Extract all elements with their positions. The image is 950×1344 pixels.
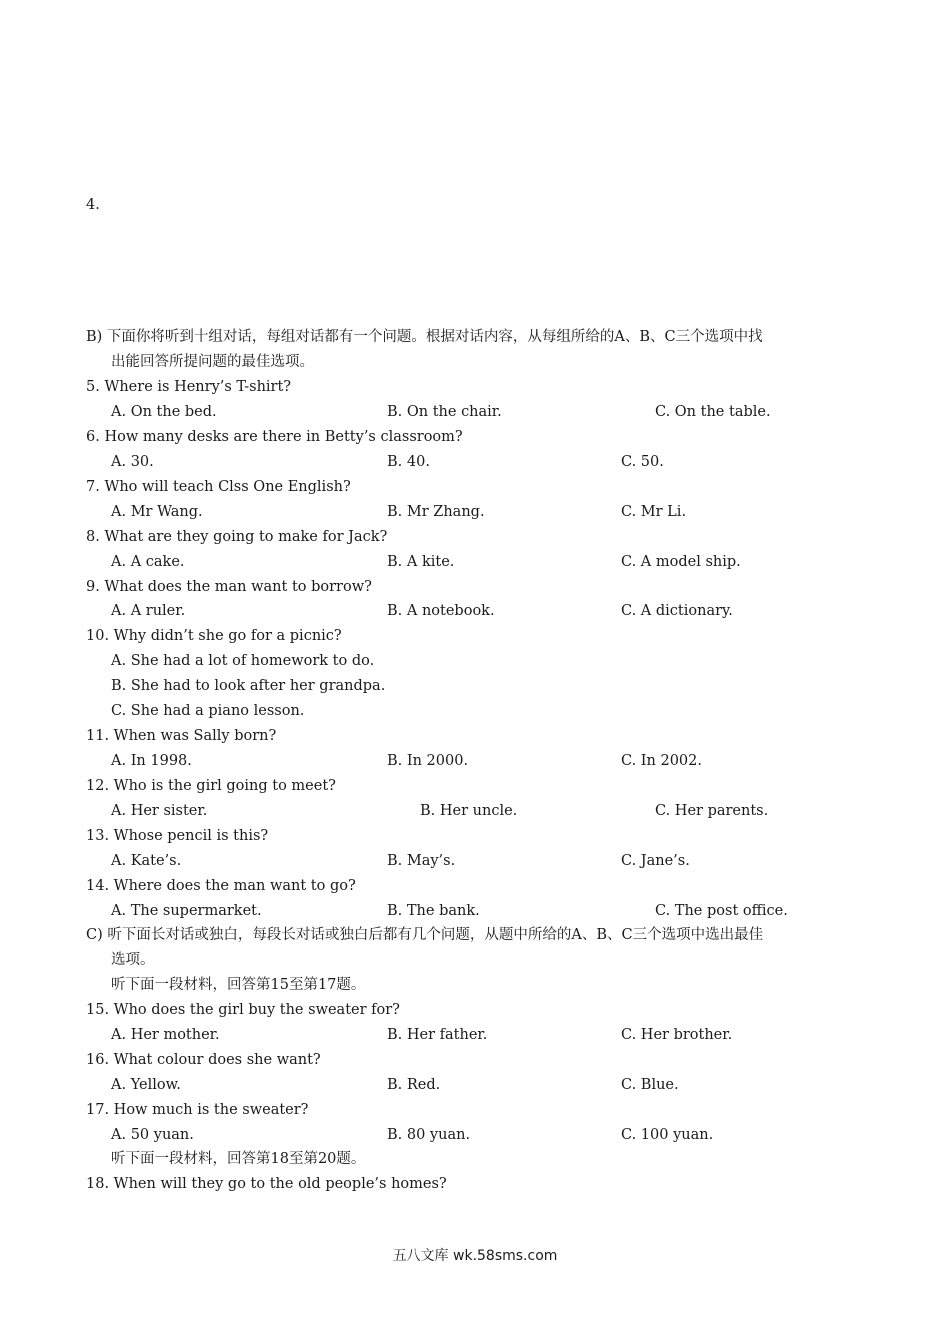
- item-number: 4.: [86, 197, 100, 213]
- option-a: A. A ruler.: [111, 603, 186, 619]
- option-c: C. 100 yuan.: [621, 1127, 714, 1143]
- option-a: A. In 1998.: [111, 753, 192, 769]
- question-7: 7. Who will teach Clss One English?: [86, 479, 351, 495]
- option-c: C. The post office.: [655, 903, 788, 919]
- question-13: 13. Whose pencil is this?: [86, 828, 269, 844]
- option-c: C. Her brother.: [621, 1027, 733, 1043]
- question-14: 14. Where does the man want to go?: [86, 878, 356, 894]
- option-b: B. Her uncle.: [420, 803, 518, 819]
- option-c: C. In 2002.: [621, 753, 702, 769]
- option-b: B. In 2000.: [387, 753, 469, 769]
- option-b: B. A notebook.: [387, 603, 495, 619]
- option-b: B. She had to look after her grandpa.: [111, 678, 386, 694]
- question-5: 5. Where is Henry’s T-shirt?: [86, 379, 292, 395]
- option-c: C. A model ship.: [621, 554, 741, 570]
- option-c: C. She had a piano lesson.: [111, 703, 305, 719]
- option-c: C. Her parents.: [655, 803, 769, 819]
- option-b: B. The bank.: [387, 903, 480, 919]
- option-a: A. Mr Wang.: [111, 504, 203, 520]
- option-b: B. On the chair.: [387, 404, 502, 420]
- footer-watermark: 五八文库 wk.58sms.com: [392, 1248, 558, 1264]
- option-b: B. May’s.: [387, 853, 456, 869]
- section-b-instruction-cont: 出能回答所提问题的最佳选项。: [111, 354, 314, 370]
- option-a: A. Her mother.: [111, 1027, 220, 1043]
- question-15: 15. Who does the girl buy the sweater for?: [86, 1002, 400, 1018]
- option-a: A. 30.: [111, 454, 154, 470]
- question-16: 16. What colour does she want?: [86, 1052, 321, 1068]
- option-a: A. On the bed.: [111, 404, 217, 420]
- option-c: C. A dictionary.: [621, 603, 733, 619]
- option-a: A. 50 yuan.: [111, 1127, 194, 1143]
- option-b: B. 80 yuan.: [387, 1127, 471, 1143]
- option-c: C. Blue.: [621, 1077, 679, 1093]
- option-c: C. Mr Li.: [621, 504, 687, 520]
- material-intro-1: 听下面一段材料，回答第15至第17题。: [111, 977, 366, 993]
- option-b: B. 40.: [387, 454, 430, 470]
- option-c: C. 50.: [621, 454, 664, 470]
- option-b: B. Her father.: [387, 1027, 488, 1043]
- option-c: C. Jane’s.: [621, 853, 690, 869]
- question-12: 12. Who is the girl going to meet?: [86, 778, 336, 794]
- section-b-instruction: B) 下面你将听到十组对话，每组对话都有一个问题。根据对话内容，从每组所给的A、B、C三个选项中找: [86, 329, 763, 345]
- question-6: 6. How many desks are there in Betty’s classroom?: [86, 429, 463, 445]
- question-9: 9. What does the man want to borrow?: [86, 579, 372, 595]
- material-intro-2: 听下面一段材料，回答第18至第20题。: [111, 1151, 366, 1167]
- section-c-instruction: C) 听下面长对话或独白，每段长对话或独白后都有几个问题，从题中所给的A、B、C三个选项中选出最佳: [86, 927, 764, 943]
- option-a: A. A cake.: [111, 554, 185, 570]
- question-10: 10. Why didn’t she go for a picnic?: [86, 628, 342, 644]
- option-a: A. Yellow.: [111, 1077, 181, 1093]
- option-b: B. Mr Zhang.: [387, 504, 485, 520]
- option-b: B. Red.: [387, 1077, 441, 1093]
- option-b: B. A kite.: [387, 554, 455, 570]
- option-a: A. Her sister.: [111, 803, 208, 819]
- question-17: 17. How much is the sweater?: [86, 1102, 309, 1118]
- option-c: C. On the table.: [655, 404, 771, 420]
- section-c-instruction-cont: 选项。: [111, 952, 155, 968]
- question-11: 11. When was Sally born?: [86, 728, 277, 744]
- option-a: A. Kate’s.: [111, 853, 182, 869]
- option-a: A. She had a lot of homework to do.: [111, 653, 375, 669]
- question-18: 18. When will they go to the old people’s homes?: [86, 1176, 447, 1192]
- option-a: A. The supermarket.: [111, 903, 262, 919]
- question-8: 8. What are they going to make for Jack?: [86, 529, 388, 545]
